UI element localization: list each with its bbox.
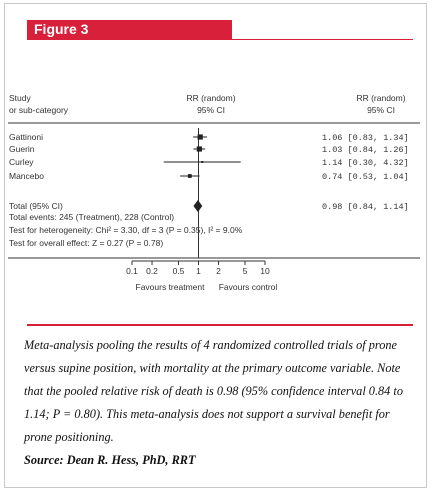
- total-rr-value: 0.98 [0.84, 1.14]: [322, 202, 409, 212]
- source-label: Source:: [24, 453, 64, 467]
- x-tick-label: 0.1: [126, 266, 138, 276]
- study-rr-value: 1.06 [0.83, 1.34]: [322, 133, 409, 143]
- study-point-marker: [188, 174, 192, 178]
- value-header-line1: RR (random): [356, 93, 406, 103]
- x-tick-label: 1: [196, 266, 201, 276]
- study-name: Curley: [9, 157, 34, 167]
- study-header-line1: Study: [9, 93, 31, 103]
- x-tick-label: 5: [242, 266, 248, 276]
- plot-header-line1: RR (random): [186, 93, 236, 103]
- study-name: Guerin: [9, 144, 35, 154]
- figure-caption: [24, 334, 416, 472]
- caption-text: Meta-analysis pooling the results of 4 randomized controlled trials of prone versus supine position, with mortality at the primary outcome variable. Note that the pooled relative risk of death is 0.98 (95% confidence interval 0.84 to 1.14; P = 0.80). This meta-analysis does not support a survival benefit for prone positioning.: [24, 338, 403, 444]
- value-header-line2: 95% CI: [367, 105, 395, 115]
- overall-effect-text: Test for overall effect: Z = 0.27 (P = 0.78): [9, 238, 164, 248]
- total-events-text: Total events: 245 (Treatment), 228 (Control): [9, 212, 175, 222]
- figure-label: Figure 3: [27, 20, 232, 39]
- favours-control-label: Favours control: [218, 282, 278, 292]
- source-text: Dean R. Hess, PhD, RRT: [66, 453, 196, 467]
- study-rr-value: 1.03 [0.84, 1.26]: [322, 145, 409, 155]
- x-tick-label: 10: [260, 266, 270, 276]
- heterogeneity-text: Test for heterogeneity: Chi² = 3.30, df = 3 (P = 0.35), I² = 9.0%: [9, 225, 243, 235]
- plot-header-line2: 95% CI: [197, 105, 225, 115]
- favours-treatment-label: Favours treatment: [135, 282, 205, 292]
- study-point-marker: [201, 161, 203, 163]
- study-name: Gattinoni: [9, 132, 44, 142]
- total-diamond: [193, 200, 202, 212]
- total-label: Total (95% CI): [9, 201, 63, 211]
- x-tick-label: 2: [216, 266, 221, 276]
- study-header-line2: or sub-category: [9, 105, 69, 115]
- x-tick-label: 0.2: [146, 266, 158, 276]
- study-rr-value: 0.74 [0.53, 1.04]: [322, 172, 409, 182]
- study-point-marker: [198, 134, 203, 139]
- study-point-marker: [197, 146, 202, 151]
- study-rr-value: 1.14 [0.30, 4.32]: [322, 158, 409, 168]
- study-name: Mancebo: [9, 171, 44, 181]
- x-tick-label: 0.5: [172, 266, 185, 276]
- caption-rule: [27, 324, 413, 326]
